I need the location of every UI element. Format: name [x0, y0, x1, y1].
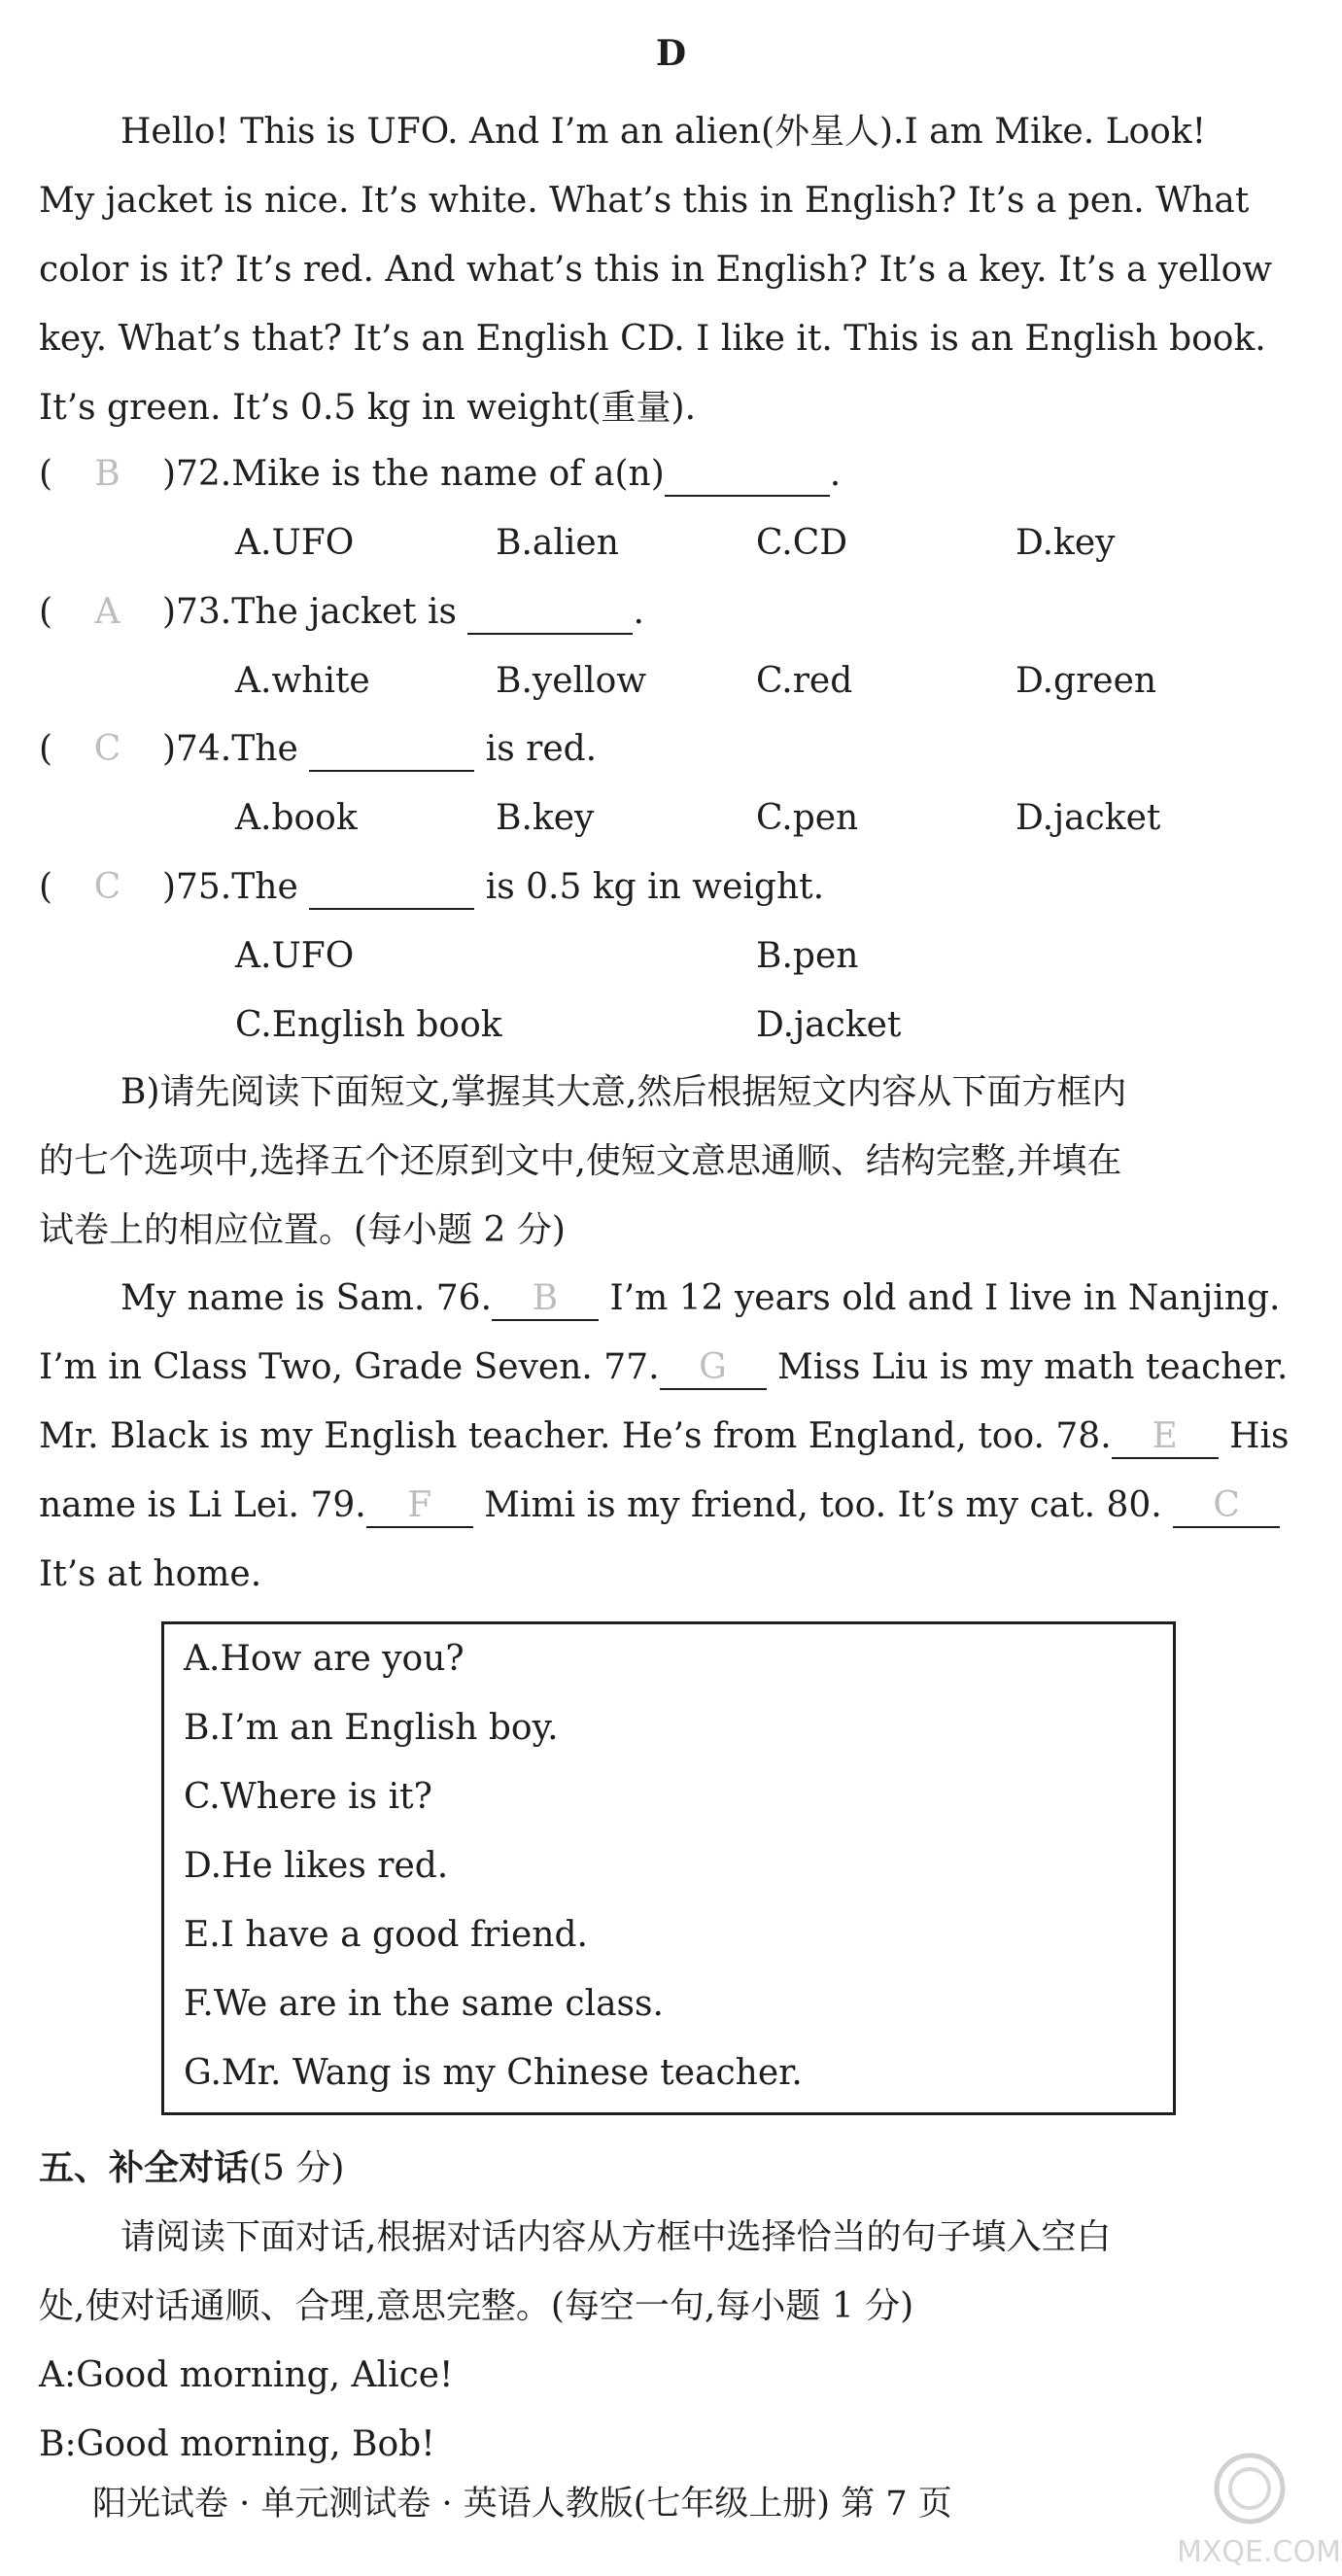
- option-b: B.pen: [756, 936, 859, 976]
- watermark-text: MXQE.COM: [1177, 2535, 1341, 2569]
- passage-line: My jacket is nice. It’s white. What’s this in English? It’s a pen. What: [39, 181, 1250, 221]
- option-b: B.alien: [496, 523, 619, 563]
- question-number: 72.: [176, 454, 232, 494]
- option-a: A.book: [235, 798, 358, 838]
- option-d: D.jacket: [1015, 798, 1161, 838]
- dialogue-line: A:Good morning, Alice!: [39, 2355, 454, 2395]
- page-footer: 阳光试卷 · 单元测试卷 · 英语人教版(七年级上册) 第 7 页: [92, 2485, 952, 2524]
- section-heading-text: 五、补全对话: [39, 2147, 250, 2188]
- answer-blank: [309, 866, 474, 910]
- watermark-seal-icon: [1177, 2450, 1323, 2527]
- option-c: C.red: [756, 661, 853, 701]
- question-75: [39, 853, 824, 922]
- option-d: D.key: [1015, 523, 1116, 563]
- paren-close: ): [161, 454, 176, 494]
- paren-open: (: [39, 867, 53, 907]
- option-a: A.UFO: [235, 936, 355, 976]
- option-b: B.yellow: [496, 661, 647, 701]
- passage-line: It’s at home.: [39, 1554, 262, 1594]
- passage-line: key. What’s that? It’s an English CD. I like it. This is an English book.: [39, 319, 1266, 359]
- passage-line: color is it? It’s red. And what’s this in English? It’s a key. It’s a yellow: [39, 250, 1273, 290]
- passage-line: [39, 1471, 1302, 1540]
- reading-passage-d: [39, 97, 1302, 442]
- watermark-logo: [1177, 2450, 1341, 2569]
- option-d: D.green: [1015, 661, 1157, 701]
- passage-text: Mr. Black is my English teacher. He’s from England, too. 78.: [39, 1416, 1112, 1456]
- question-number: 74.: [176, 729, 232, 769]
- section-5-heading: [39, 2134, 344, 2203]
- answer-blank: [309, 728, 474, 772]
- question-stem-end: is 0.5 kg in weight.: [485, 867, 825, 907]
- passage-text: Miss Liu is my math teacher.: [777, 1347, 1289, 1387]
- question-stem: The: [231, 729, 298, 769]
- section-title: D: [655, 33, 687, 74]
- instruction-line: 请阅读下面对话,根据对话内容从方框中选择恰当的句子填入空白: [120, 2217, 1112, 2257]
- question-74: [39, 714, 597, 783]
- answer-78: E: [1112, 1415, 1219, 1459]
- answer-76: B: [492, 1277, 599, 1321]
- instruction-line: 的七个选项中,选择五个还原到文中,使短文意思通顺、结构完整,并填在: [39, 1141, 1122, 1181]
- passage-text: I’m 12 years old and I live in Nanjing.: [609, 1278, 1281, 1318]
- question-stem: The jacket is: [231, 592, 458, 632]
- answer-blank: [467, 591, 633, 635]
- section-5-instructions: [39, 2203, 1302, 2479]
- passage-text: His: [1229, 1416, 1290, 1456]
- option-b: B.key: [496, 798, 595, 838]
- option-c: C.CD: [756, 523, 848, 563]
- option-c: C.pen: [756, 798, 859, 838]
- options-box: [161, 1621, 1176, 2115]
- paren-open: (: [39, 454, 53, 494]
- instruction-line: 试卷上的相应位置。(每小题 2 分): [39, 1210, 566, 1250]
- passage-line: [39, 1333, 1302, 1402]
- passage-text: I’m in Class Two, Grade Seven. 77.: [39, 1347, 660, 1387]
- question-stem: The: [231, 867, 298, 907]
- question-stem-end: is red.: [485, 729, 598, 769]
- answer-74: C: [93, 729, 121, 769]
- passage-text: Mimi is my friend, too. It’s my cat. 80.: [484, 1485, 1162, 1525]
- passage-text: My name is Sam. 76.: [120, 1278, 493, 1318]
- answer-80: C: [1173, 1484, 1280, 1528]
- option-c: C.English book: [235, 1005, 502, 1045]
- section-b-instructions: [39, 1058, 1302, 1265]
- answer-blank: [665, 453, 830, 497]
- answer-73: A: [94, 592, 120, 632]
- instruction-line: 处,使对话通顺、合理,意思完整。(每空一句,每小题 1 分): [39, 2286, 914, 2326]
- box-option-c: C.Where is it?: [184, 1777, 432, 1817]
- instruction-line: B)请先阅读下面短文,掌握其大意,然后根据短文内容从下面方框内: [120, 1072, 1127, 1112]
- paren-close: ): [161, 867, 176, 907]
- question-number: 75.: [176, 867, 232, 907]
- box-option-a: A.How are you?: [184, 1639, 465, 1679]
- answer-77: G: [660, 1346, 767, 1390]
- question-72: [39, 439, 841, 508]
- passage-line: [39, 1264, 1302, 1333]
- answer-75: C: [93, 867, 121, 907]
- passage-line: Hello! This is UFO. And I’m an alien(外星人).I am Mike. Look!: [120, 112, 1207, 152]
- paren-close: ): [161, 592, 176, 632]
- passage-text: name is Li Lei. 79.: [39, 1485, 366, 1525]
- paren-close: ): [161, 729, 176, 769]
- question-73: [39, 577, 644, 646]
- passage-line: It’s green. It’s 0.5 kg in weight(重量).: [39, 388, 697, 428]
- question-stem-end: .: [829, 454, 842, 494]
- section-b-passage: [39, 1264, 1302, 1609]
- box-option-f: F.We are in the same class.: [184, 1984, 664, 2024]
- option-d: D.jacket: [756, 1005, 902, 1045]
- question-stem: Mike is the name of a(n): [231, 454, 665, 494]
- box-option-b: B.I’m an English boy.: [184, 1708, 559, 1748]
- question-number: 73.: [176, 592, 232, 632]
- paren-open: (: [39, 592, 53, 632]
- box-option-d: D.He likes red.: [184, 1846, 449, 1886]
- paren-open: (: [39, 729, 53, 769]
- dialogue-line: B:Good morning, Bob!: [39, 2424, 435, 2464]
- option-a: A.white: [235, 661, 370, 701]
- answer-72: B: [94, 454, 120, 494]
- option-a: A.UFO: [235, 523, 355, 563]
- box-option-g: G.Mr. Wang is my Chinese teacher.: [184, 2053, 803, 2093]
- box-option-e: E.I have a good friend.: [184, 1915, 588, 1955]
- question-stem-end: .: [633, 592, 644, 632]
- passage-line: [39, 1402, 1302, 1471]
- answer-79: F: [366, 1484, 473, 1528]
- section-points: (5 分): [249, 2148, 345, 2188]
